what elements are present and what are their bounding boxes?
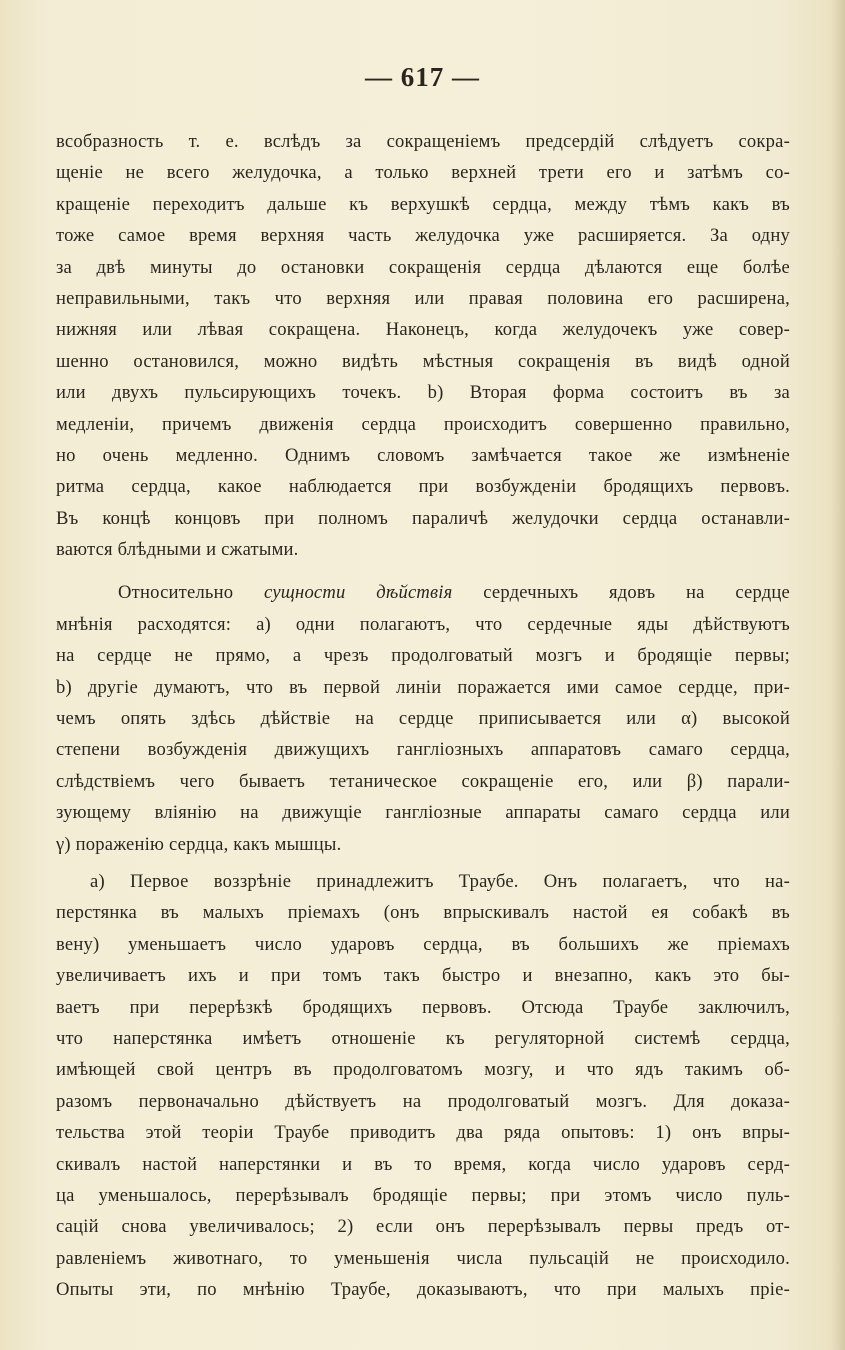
text-line: ваетъ при перерѣзкѣ бродящихъ первовъ. Отсюда Траубе заключилъ, xyxy=(56,996,790,1018)
line-end-text: сердечныхъ ядовъ на сердце xyxy=(483,582,790,604)
text-line: имѣющей свой центръ въ продолговатомъ мозгу, и что ядъ такимъ об- xyxy=(56,1059,790,1081)
text-line: вену) уменьшаетъ число ударовъ сердца, въ большихъ же прiемахъ xyxy=(56,933,790,955)
text-line: но очень медленно. Однимъ словомъ замѣчается такое же измѣненiе xyxy=(56,444,790,466)
text-line: или двухъ пульсирующихъ точекъ. b) Вторая форма состоитъ въ за xyxy=(56,382,790,404)
text-line: слѣдствiемъ чего бываетъ тетаническое сокращенiе его, или β) парали- xyxy=(56,770,790,792)
text-line: неправильными, такъ что верхняя или правая половина его расширена, xyxy=(56,287,790,309)
text-line: ца уменьшалось, перерѣзывалъ бродящiе первы; при этомъ число пуль- xyxy=(56,1184,790,1206)
text-line: равленiемъ животнаго, то уменьшенiя числа пульсацiй не происходило. xyxy=(56,1247,790,1269)
emphasis-text: сущности дѣйствiя xyxy=(264,582,453,604)
text-line: скивалъ настой наперстянки и въ то время, когда число ударовъ серд- xyxy=(56,1153,790,1175)
text-line: на сердце не прямо, а чрезъ продолговатый мозгъ и бродящiе первы; xyxy=(56,645,790,667)
text-line: Опыты эти, по мнѣнiю Траубе, доказываютъ, что при малыхъ прiе- xyxy=(56,1279,790,1301)
text-line: кращенiе переходитъ дальше къ верхушкѣ сердца, между тѣмъ какъ въ xyxy=(56,193,790,215)
text-line: а) Первое воззрѣнiе принадлежитъ Траубе. Онъ полагаетъ, что на- xyxy=(90,870,790,892)
text-line: тоже самое время верхняя часть желудочка уже расширяется. За одну xyxy=(56,225,790,247)
text-line: ритма сердца, какое наблюдается при возбужденiи бродящихъ первовъ. xyxy=(56,476,790,498)
page-body xyxy=(56,126,790,1305)
text-line: сацiй снова увеличивалось; 2) если онъ перерѣзывалъ первы предъ от- xyxy=(56,1216,790,1238)
text-line: b) другiе думаютъ, что въ первой линiи поражается ими самое сердце, при- xyxy=(56,676,790,698)
text-line: ваются блѣдными и сжатыми. xyxy=(56,539,299,561)
line-start-text: Относительно xyxy=(118,582,234,604)
text-line: чемъ опять здѣсь дѣйствiе на сердце приписывается или α) высокой xyxy=(56,708,790,730)
text-line: Въ концѣ концовъ при полномъ параличѣ желудочки сердца останавли- xyxy=(56,507,790,529)
text-line: медленiи, причемъ движенiя сердца происходитъ совершенно правильно, xyxy=(56,413,790,435)
text-line: мнѣнiя расходятся: а) одни полагаютъ, что сердечные яды дѣйствуютъ xyxy=(56,613,790,635)
text-line xyxy=(56,577,790,608)
paragraph-3 xyxy=(56,866,790,1305)
text-line: степени возбужденiя движущихъ ганглiозныхъ аппаратовъ самаго сердца, xyxy=(56,739,790,761)
text-line: перстянка въ малыхъ прiемахъ (онъ впрыскивалъ настой ея собакѣ въ xyxy=(56,902,790,924)
text-line: разомъ первоначально дѣйствуетъ на продолговатый мозгъ. Для доказа- xyxy=(56,1090,790,1112)
paragraph-1 xyxy=(56,126,790,565)
page-number: — 617 — xyxy=(365,62,480,92)
text-line: щенiе не всего желудочка, а только верхней трети его и затѣмъ со- xyxy=(56,162,790,184)
text-line: γ) пораженiю сердца, какъ мышцы. xyxy=(56,833,342,855)
text-line: что наперстянка имѣетъ отношенiе къ регуляторной системѣ сердца, xyxy=(56,1027,790,1049)
text-line: за двѣ минуты до остановки сокращенiя сердца дѣлаются еще болѣе xyxy=(56,256,790,278)
text-line: шенно остановился, можно видѣть мѣстныя сокращенiя въ видѣ одной xyxy=(56,350,790,372)
text-line: увеличиваетъ ихъ и при томъ такъ быстро и внезапно, какъ это бы- xyxy=(56,965,790,987)
text-line: всобразность т. е. вслѣдъ за сокращенiемъ предсердiй слѣдуетъ сокра- xyxy=(56,131,790,152)
paragraph-2 xyxy=(56,577,790,860)
text-line: тельства этой теорiи Траубе приводитъ два ряда опытовъ: 1) онъ впры- xyxy=(56,1122,790,1144)
text-line: нижняя или лѣвая сокращена. Наконецъ, когда желудочекъ уже совер- xyxy=(56,319,790,341)
page-edge-shadow xyxy=(831,0,845,1350)
text-line: зующему влiянiю на движущiе ганглiозные аппараты самаго сердца или xyxy=(56,802,790,824)
